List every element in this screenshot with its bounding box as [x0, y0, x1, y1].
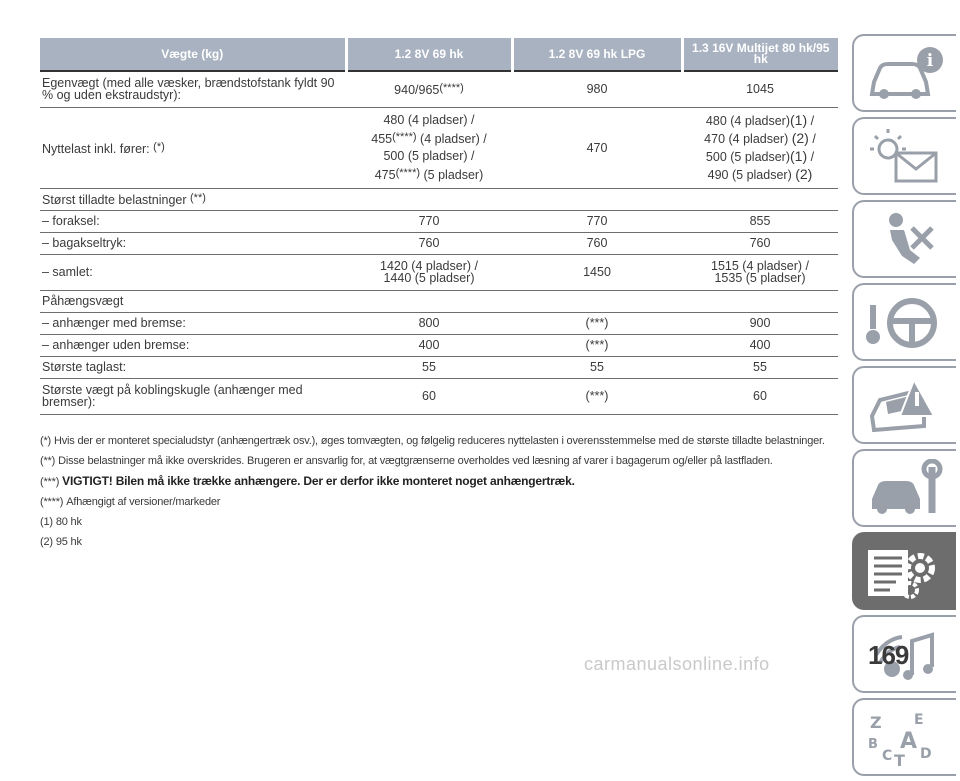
row-label: – samlet: — [40, 254, 346, 290]
table-cell: 470 — [512, 107, 682, 188]
svg-text:i: i — [926, 51, 934, 71]
tab-safety[interactable] — [852, 200, 956, 278]
table-header-row — [40, 38, 838, 71]
table-cell: 1420 (4 pladser) / 1440 (5 pladser) — [346, 254, 512, 290]
row-label: – foraksel: — [40, 210, 346, 232]
table-row — [40, 232, 838, 254]
table-row — [40, 312, 838, 334]
table-cell: 60 — [346, 378, 512, 414]
table-row — [40, 71, 838, 107]
footnote-warning: (***) VIGTIGT! Bilen må ikke trække anhængere. Der er derfor ikke monteret noget anhængertræk. — [40, 474, 575, 488]
safety-icon — [866, 210, 946, 270]
table-row — [40, 378, 838, 414]
table-row — [40, 188, 838, 210]
footnote: (****) Afhængigt af versioner/markeder — [40, 496, 221, 508]
svg-text:B: B — [868, 737, 878, 752]
svg-text:Z: Z — [870, 713, 882, 732]
row-label: Nyttelast inkl. fører: (*) — [40, 107, 346, 188]
driving-icon — [866, 293, 946, 353]
tab-technical-data[interactable] — [852, 532, 956, 610]
tab-warning-lights[interactable] — [852, 117, 956, 195]
table-cell: 855 — [682, 210, 838, 232]
svg-text:D: D — [920, 746, 932, 762]
row-label: Største taglast: — [40, 356, 346, 378]
header-engine-3: 1.3 16V Multijet 80 hk/95 hk — [682, 38, 838, 71]
row-label: Egenvægt (med alle væsker, brændstofstank fyldt 90 % og uden ekstraudstyr): — [40, 71, 346, 107]
maintenance-icon — [866, 459, 946, 519]
table-row — [40, 254, 838, 290]
table-cell: 760 — [512, 232, 682, 254]
table-row — [40, 290, 838, 312]
index-icon — [866, 708, 946, 768]
header-weights: Vægte (kg) — [40, 38, 346, 71]
row-label: – anhænger med bremse: — [40, 312, 346, 334]
table-cell: 800 — [346, 312, 512, 334]
footnote: (**) Disse belastninger må ikke overskrides. Brugeren er ansvarlig for, at vægtgrænserne overholdes ved læsning af varer i bagagerum og/eller på lastfladen. — [40, 455, 773, 467]
tab-driving[interactable] — [852, 283, 956, 361]
row-label: – bagakseltryk: — [40, 232, 346, 254]
table-row — [40, 210, 838, 232]
tab-car-info[interactable] — [852, 34, 956, 112]
table-cell: 770 — [346, 210, 512, 232]
table-cell: 760 — [682, 232, 838, 254]
emergency-icon — [866, 376, 946, 436]
footnote: (1) 80 hk — [40, 516, 82, 528]
table-cell: (***) — [512, 334, 682, 356]
table-cell: 1450 — [512, 254, 682, 290]
row-label: Største vægt på koblingskugle (anhænger med bremser): — [40, 378, 346, 414]
page-number: 169 — [868, 640, 909, 670]
tab-emergency[interactable] — [852, 366, 956, 444]
table-cell: 980 — [512, 71, 682, 107]
footnote: (*) Hvis der er monteret specialudstyr (anhængertræk osv.), øges tomvægten, og følgelig reduceres nyttelasten i overensstemmelse med de største tilladte belastninger. — [40, 435, 825, 447]
technical-data-icon — [866, 542, 946, 602]
tab-maintenance[interactable] — [852, 449, 956, 527]
watermark: carmanualsonline.info — [584, 654, 770, 674]
table-cell: 60 — [682, 378, 838, 414]
svg-text:C: C — [882, 748, 893, 764]
svg-text:T: T — [894, 751, 905, 768]
weights-table — [40, 38, 838, 415]
car-info-icon — [866, 44, 946, 104]
tab-index[interactable] — [852, 698, 956, 776]
table-cell: 400 — [346, 334, 512, 356]
footnote: (2) 95 hk — [40, 536, 82, 548]
svg-text:E: E — [914, 712, 924, 728]
footnotes — [40, 434, 840, 555]
section-label: Påhængsvægt — [40, 290, 838, 312]
table-row — [40, 356, 838, 378]
section-label: Størst tilladte belastninger (**) — [40, 188, 838, 210]
table-cell: 940/965(****) — [346, 71, 512, 107]
table-cell: 480 (4 pladser)(1) / 470 (4 pladser) (2) / 500 (5 pladser)(1) / 490 (5 pladser) (2) — [682, 107, 838, 188]
header-engine-1: 1.2 8V 69 hk — [346, 38, 512, 71]
row-label: – anhænger uden bremse: — [40, 334, 346, 356]
table-cell: 900 — [682, 312, 838, 334]
svg-text:A: A — [900, 729, 918, 754]
table-cell: 480 (4 pladser) / 455(****) (4 pladser) / 500 (5 pladser) / 475(****) (5 pladser) — [346, 107, 512, 188]
table-cell: 400 — [682, 334, 838, 356]
table-cell: 55 — [346, 356, 512, 378]
table-cell: 1515 (4 pladser) / 1535 (5 pladser) — [682, 254, 838, 290]
table-row — [40, 107, 838, 188]
table-cell: 55 — [512, 356, 682, 378]
table-cell: 770 — [512, 210, 682, 232]
table-cell: (***) — [512, 378, 682, 414]
table-cell: 760 — [346, 232, 512, 254]
table-cell: (***) — [512, 312, 682, 334]
table-cell: 55 — [682, 356, 838, 378]
table-row — [40, 334, 838, 356]
table-cell: 1045 — [682, 71, 838, 107]
header-engine-2: 1.2 8V 69 hk LPG — [512, 38, 682, 71]
warning-lights-icon — [866, 127, 946, 187]
